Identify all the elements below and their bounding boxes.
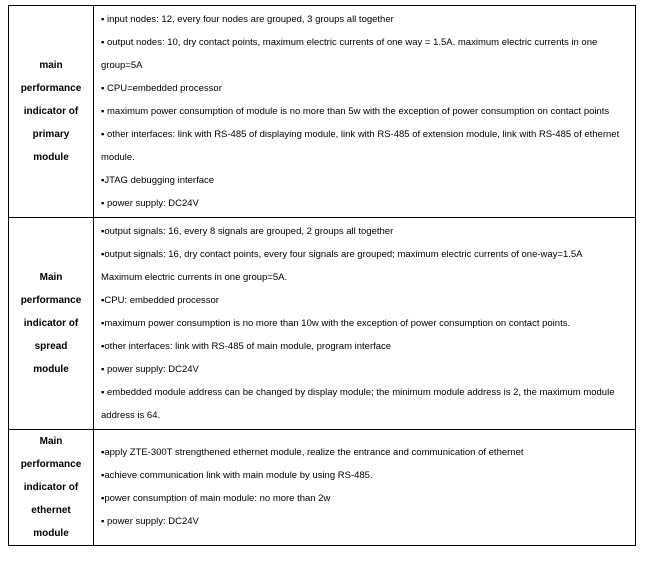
title-line: indicator of <box>23 482 79 493</box>
title-line: performance <box>20 295 82 306</box>
title-line: module <box>33 152 69 163</box>
title-line: indicator of <box>23 318 79 329</box>
performance-spec-table <box>8 5 636 546</box>
spec-line: ▪apply ZTE-300T strengthened ethernet module, realize the entrance and communication of ethernet <box>101 446 524 458</box>
spec-line: Maximum electric currents in one group=5A. <box>101 272 288 283</box>
section-content-primary-module <box>94 6 636 218</box>
section-content-spread-module <box>94 218 636 430</box>
spec-line: ▪ power supply: DC24V <box>101 515 199 527</box>
section-row-spread-module <box>9 218 636 430</box>
title-line: module <box>33 364 69 375</box>
spec-line: ▪CPU: embedded processor <box>101 295 219 306</box>
spec-line: ▪ other interfaces: link with RS-485 of displaying module, link with RS-485 of extension module, link with RS-485 of ethernet module. <box>101 129 620 163</box>
section-title-primary-module <box>9 6 94 218</box>
spec-line: ▪ embedded module address can be changed by display module; the minimum module address is 2, the maximum module address is 64. <box>101 387 615 421</box>
spec-line: ▪ input nodes: 12, every four nodes are grouped, 3 groups all together <box>101 14 394 25</box>
spec-line: ▪JTAG debugging interface <box>101 175 215 186</box>
spec-line: ▪achieve communication link with main module by using RS-485. <box>101 469 373 481</box>
spec-line: ▪ maximum power consumption of module is no more than 5w with the exception of power consumption on contact points <box>101 106 610 117</box>
section-title-spread-module <box>9 218 94 430</box>
title-line: primary <box>32 129 70 140</box>
section-row-ethernet-module <box>9 430 636 546</box>
title-line: spread <box>34 341 68 352</box>
spec-line: ▪ CPU=embedded processor <box>101 83 222 94</box>
title-line: Main <box>39 272 63 283</box>
section-title-ethernet-module <box>9 430 94 546</box>
title-line: performance <box>20 459 82 470</box>
spec-line: ▪ power supply: DC24V <box>101 364 199 375</box>
section-content-ethernet-module <box>94 430 636 546</box>
spec-line: ▪other interfaces: link with RS-485 of main module, program interface <box>101 341 392 352</box>
spec-line: ▪output signals: 16, every 8 signals are grouped, 2 groups all together <box>101 226 394 237</box>
spec-line: ▪maximum power consumption is no more than 10w with the exception of power consumption on contact points. <box>101 318 571 329</box>
spec-line: ▪ output nodes: 10, dry contact points, maximum electric currents of one way = 1.5A. maximum electric currents in one group=5A <box>101 37 598 71</box>
title-line: main <box>39 60 63 71</box>
spec-table-wrapper <box>8 5 636 546</box>
title-line: indicator of <box>23 106 79 117</box>
section-row-primary-module <box>9 6 636 218</box>
title-line: performance <box>20 83 82 94</box>
spec-line: ▪ power supply: DC24V <box>101 198 199 209</box>
spec-line: ▪output signals: 16, dry contact points, every four signals are grouped; maximum electric currents of one-way=1.5A <box>101 249 583 260</box>
title-line: Main <box>39 436 63 447</box>
spec-line: ▪power consumption of main module: no more than 2w <box>101 492 331 504</box>
title-line: module <box>33 528 69 539</box>
title-line: ethernet <box>31 505 71 516</box>
